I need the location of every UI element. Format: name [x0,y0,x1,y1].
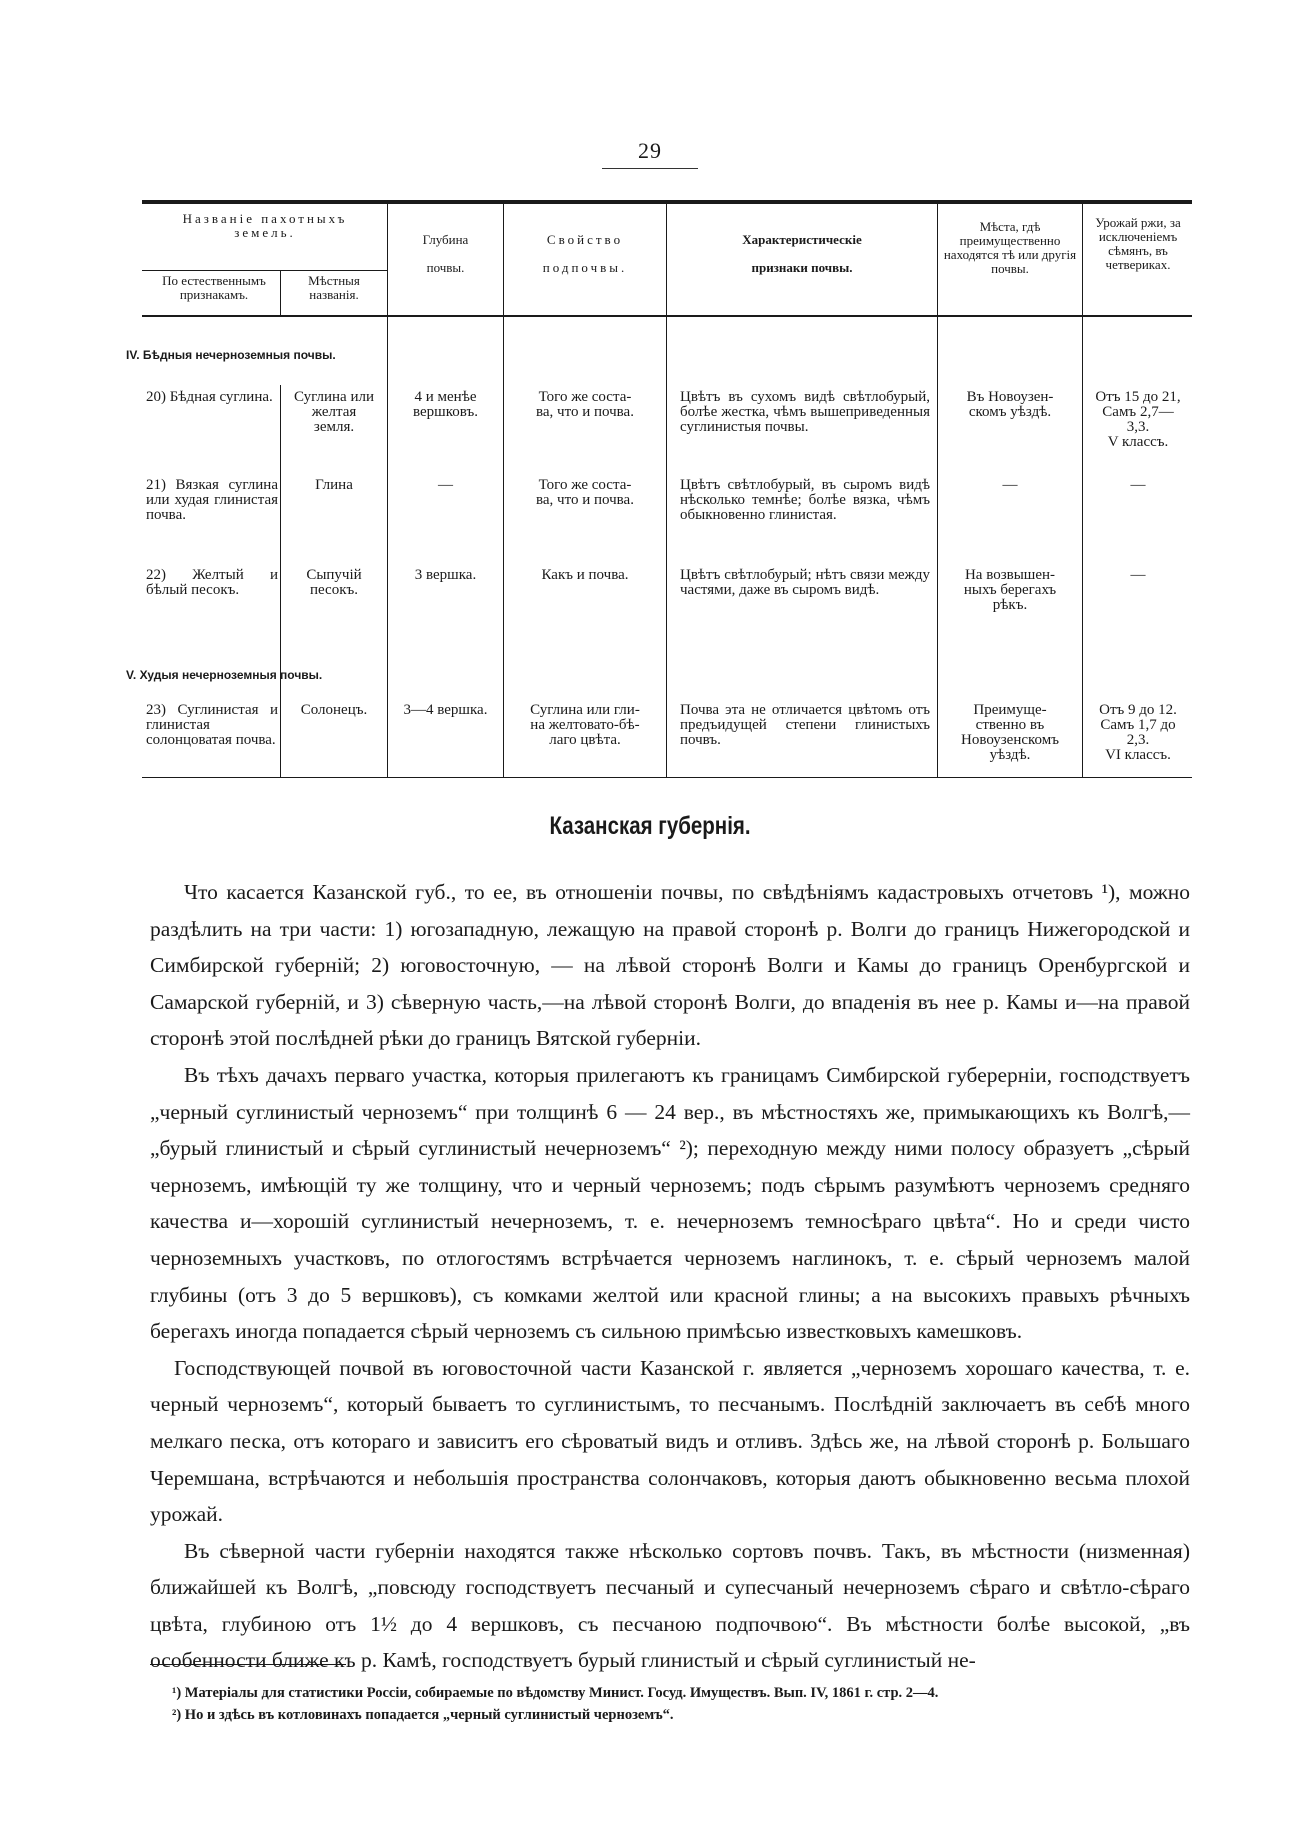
table-top-rule [142,200,1192,204]
footnotes [172,1682,1192,1726]
column-divider [666,204,667,777]
cell-subsoil: Того же соста- ва, что и почва. [536,389,634,420]
cell-local: Глина [315,477,353,493]
column-divider [937,204,938,777]
cell-natural: 20) Бѣдная суглина. [146,389,273,405]
section-heading: V. Худыя нечерноземныя почвы. [126,668,323,682]
table-subheader-rule [142,270,387,271]
cell-yield: — [1130,567,1146,583]
cell-local: Солонецъ. [300,702,368,718]
cell-depth: 3—4 вершка. [403,702,488,718]
table-header-rule [142,315,1192,317]
section-title: Казанская губернія. [549,812,751,840]
cell-traits: Цвѣтъ свѣтлобурый, въ сыромъ видѣ нѣсколько темнѣе; болѣе вязка, чѣмъ обыкновенно глинистая. [680,477,930,523]
cell-traits: Цвѣтъ въ сухомъ видѣ свѣтлобурый, болѣе жестка, чѣмъ вышеприведенныя суглинистыя почвы. [680,389,930,435]
cell-places: На возвышен- ныхъ берегахъ рѣкъ. [963,567,1057,613]
cell-local: Суглина или желтая земля. [293,389,374,435]
cell-places: Въ Новоузен- скомъ уѣздѣ. [966,389,1054,420]
footnote: ²) Но и здѣсь въ котловинахъ попадается „черный суглинистый черноземъ“. [172,1707,674,1723]
column-divider [1082,204,1083,777]
cell-depth: 3 вершка. [414,567,477,583]
cell-yield: Отъ 15 до 21, Самъ 2,7— 3,3. V классъ. [1095,389,1181,450]
header-land-names: Названіе пахотныхъ земель. [182,211,348,240]
table-bottom-rule [142,777,1192,778]
paragraph: Въ сѣверной части губерніи находятся также нѣсколько сортовъ почвъ. Такъ, въ мѣстности (низменная) ближайшей къ Волгѣ, „повсюду господствуетъ песчаный и супесчаный нечерноземъ сѣраго и свѣтло-сѣраго цвѣта, глубиною отъ 1½ до 4 вершковъ, съ песчаною подпочвою“. Въ мѣстности болѣе высокой, „въ особенности ближе къ р. Камѣ, господствуетъ бурый глинистый и сѣрый суглинистый не- [150,1538,1190,1673]
column-divider [280,385,281,777]
cell-subsoil: Того же соста- ва, что и почва. [536,477,634,508]
paragraph: Господствующей почвой въ юговосточной части Казанской г. является „черноземъ хорошаго качества, т. е. черный черноземъ“, который бываетъ то суглинистымъ, то песчанымъ. Послѣдній заключаетъ въ себѣ много мелкаго песка, отъ котораго и зависитъ его сѣроватый видъ и отливъ. Здѣсь же, на лѣвой сторонѣ р. Большаго Черемшана, встрѣчаются и небольшія пространства солончаковъ, которыя даютъ обыкновенно весьма плохой урожай. [150,1355,1190,1527]
page-number: 29 [638,138,662,163]
header-places: Мѣста, гдѣ преимущественно находятся тѣ или другія почвы. [943,219,1077,276]
body-text [150,874,1190,1679]
cell-depth: 4 и менѣе вершковъ. [413,389,478,420]
column-divider [503,204,504,777]
header-natural-features: По естественнымъ признакамъ. [162,273,266,302]
column-divider [387,204,388,777]
cell-depth: — [438,477,453,493]
cell-yield: — [1130,477,1146,493]
page-number-rule [602,168,698,169]
paragraph: Въ тѣхъ дачахъ перваго участка, которыя прилегаютъ къ границамъ Симбирской губерерніи, господствуетъ „черный суглинистый черноземъ“ при толщинѣ 6 — 24 вер., въ мѣстностяхъ же, примыкающихъ къ Волгѣ,—„бурый глинистый и сѣрый суглинистый нечерноземъ“ ²); переходную между ними полосу образуетъ „сѣрый черноземъ, имѣющій ту же толщину, что и черный черноземъ; подъ сѣрымъ разумѣютъ черноземъ средняго качества и—хорошій суглинистый нечерноземъ, т. е. нечерноземъ темносѣраго цвѣта“. Но и среди чисто черноземныхъ участковъ, по отлогостямъ встрѣчается черноземъ наглинокъ, т. е. сѣрый черноземъ малой глубины (отъ 3 до 5 вершковъ), съ комками желтой или красной глины; а на высокихъ правыхъ рѣчныхъ берегахъ иногда попадается сѣрый черноземъ съ сильною примѣсью известковыхъ камешковъ. [150,1062,1190,1344]
header-traits: Характеристическіе признаки почвы. [742,232,862,275]
section-heading: IV. Бѣдныя нечерноземныя почвы. [126,348,336,362]
header-subsoil: Свойство подпочвы. [542,232,628,275]
footnote-rule [150,1664,346,1665]
cell-traits: Цвѣтъ свѣтлобурый; нѣтъ связи между частями, даже въ сыромъ видѣ. [680,567,930,598]
footnote: ¹) Матеріалы для статистики Россіи, собираемые по вѣдомству Минист. Госуд. Имуществъ. Вып. IV, 1861 г. стр. 2—4. [172,1685,939,1701]
column-divider [280,270,281,315]
cell-subsoil: Какъ и почва. [541,567,629,583]
cell-natural: 23) Суглинистая и глинистая солонцоватая почва. [146,702,278,748]
cell-traits: Почва эта не отличается цвѣтомъ отъ предъидущей степени глинистыхъ почвъ. [680,702,930,748]
cell-yield: Отъ 9 до 12. Самъ 1,7 до 2,3. VI классъ. [1099,702,1177,763]
header-yield: Урожай ржи, за исключеніемъ сѣмянъ, въ четвериках. [1095,215,1181,272]
cell-local: Сыпучій песокъ. [306,567,362,598]
cell-places: Преимуще- ственно въ Новоузенскомъ уѣздѣ. [961,702,1059,763]
header-depth: Глубина почвы. [422,232,469,275]
header-local-names: Мѣстныя названія. [308,273,360,302]
cell-places: — [1002,477,1018,493]
cell-subsoil: Суглина или гли- на желтовато-бѣ- лаго цвѣта. [530,702,640,748]
paragraph: Что касается Казанской губ., то ее, въ отношеніи почвы, по свѣдѣніямъ кадастровыхъ отчетовъ ¹), можно раздѣлить на три части: 1) югозападную, лежащую на правой сторонѣ р. Волги до границъ Нижегородской и Симбирской губерній; 2) юговосточную, — на лѣвой сторонѣ Волги и Камы до границъ Оренбургской и Самарской губерній, и 3) сѣверную часть,—на лѣвой сторонѣ Волги, до впаденія въ нее р. Камы и—на правой сторонѣ этой послѣдней рѣки до границъ Вятской губерніи. [150,880,1190,1051]
cell-natural: 21) Вязкая суглина или худая глинистая почва. [146,477,278,523]
cell-natural: 22) Желтый и бѣлый песокъ. [146,567,278,598]
